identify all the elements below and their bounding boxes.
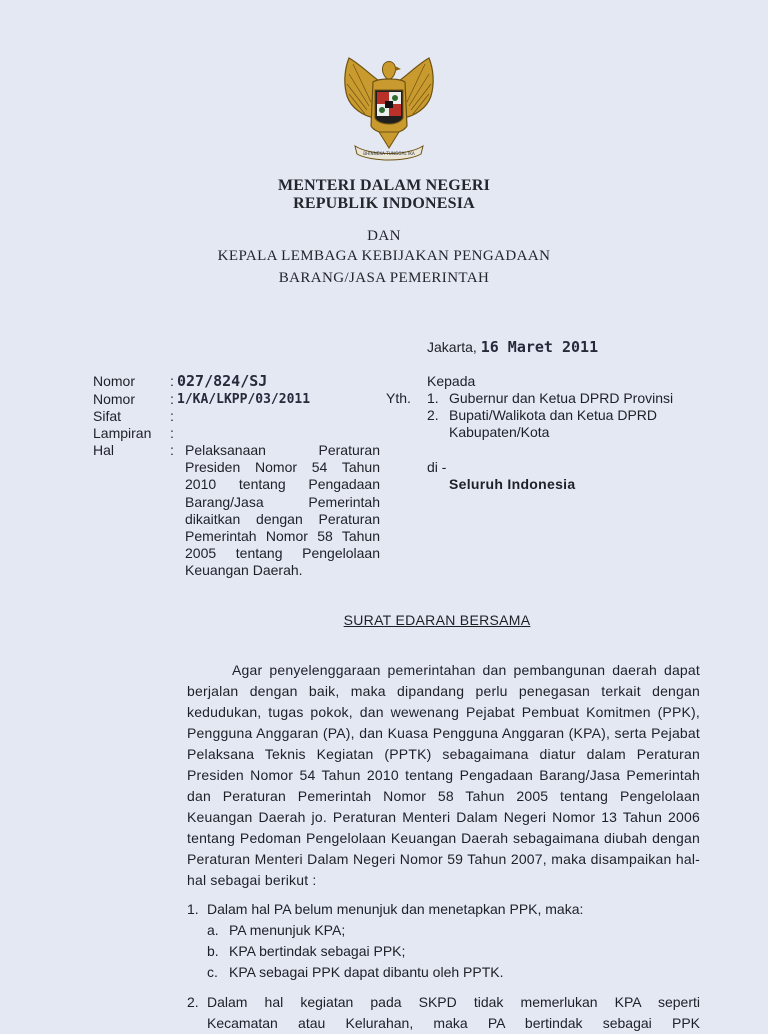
addr-di: di - xyxy=(427,459,447,475)
addr-kepada: Kepada xyxy=(427,373,476,389)
meta-colon: : xyxy=(170,373,174,389)
meta-label: Nomor xyxy=(93,391,136,407)
point-1-sub-letter: a. xyxy=(207,922,219,938)
letter-subject: SURAT EDARAN BERSAMA xyxy=(343,612,531,628)
addr-item-1-num: 1. xyxy=(427,390,439,406)
meta-label: Hal xyxy=(93,442,115,458)
date-line xyxy=(427,338,598,356)
meta-colon: : xyxy=(170,408,174,424)
hal-value: Pelaksanaan Peraturan Presiden Nomor 54 Tahun 2010 tentang Pengadaan Barang/Jasa Pemerintah dikaitkan dengan Peraturan Pemerintah Nomor 58 Tahun 2005 tentang Pengelolaan Keuangan Daerah. xyxy=(185,442,380,579)
addr-item-2-num: 2. xyxy=(427,407,439,423)
meta-label: Lampiran xyxy=(93,425,152,441)
point-2-line-2: Kecamatan atau Kelurahan, maka PA bertindak sebagai PPK xyxy=(207,1015,700,1031)
point-2-number: 2. xyxy=(187,994,199,1010)
header-conjunction: DAN xyxy=(367,228,401,244)
emblem-banner-text: BHINNEKA TUNGGAL IKA xyxy=(363,151,415,156)
header-line-3: KEPALA LEMBAGA KEBIJAKAN PENGADAAN xyxy=(217,248,551,264)
nomor-2-value: 1/KA/LKPP/03/2011 xyxy=(177,392,311,407)
intro-paragraph: Agar penyelenggaraan pemerintahan dan pembangunan daerah dapat berjalan dengan baik, maka dipandang perlu penegasan terkait dengan kedudukan, tugas pokok, dan wewenang Pejabat Pembuat Komitmen (PPK), Pengguna Anggaran (PA), dan Kuasa Pengguna Anggaran (KPA), serta Pejabat Pelaksana Teknis Kegiatan (PPTK) sebagaimana diatur dalam Peraturan Presiden Nomor 54 Tahun 2010 tentang Pengadaan Barang/Jasa Pemerintah dan Peraturan Pemerintah Nomor 58 Tahun 2005 tentang Pengelolaan Keuangan Daerah jo. Peraturan Menteri Dalam Negeri Nomor 13 Tahun 2006 tentang Pedoman Pengelolaan Keuangan Daerah sebagaimana diubah dengan Peraturan Menteri Dalam Negeri Nomor 59 Tahun 2007, maka disampaikan hal-hal sebagai berikut : xyxy=(187,662,700,888)
meta-label: Sifat xyxy=(93,408,122,424)
meta-label: Nomor xyxy=(93,373,136,389)
meta-colon: : xyxy=(170,425,174,441)
garuda-pancasila-emblem-icon xyxy=(335,52,443,164)
point-1-number: 1. xyxy=(187,901,199,917)
nomor-1-value: 027/824/SJ xyxy=(177,372,268,390)
point-1-sub-text: KPA sebagai PPK dapat dibantu oleh PPTK. xyxy=(229,964,504,980)
point-1-sub-letter: b. xyxy=(207,943,219,959)
addr-location: Seluruh Indonesia xyxy=(449,476,576,492)
point-1-text: Dalam hal PA belum menunjuk dan menetapkan PPK, maka: xyxy=(207,901,584,917)
addr-item-1: Gubernur dan Ketua DPRD Provinsi xyxy=(449,390,674,406)
point-1-sub-text: KPA bertindak sebagai PPK; xyxy=(229,943,406,959)
addr-item-2-line-2: Kabupaten/Kota xyxy=(449,424,550,440)
point-1-sub-letter: c. xyxy=(207,964,218,980)
date-place: Jakarta, xyxy=(427,339,477,355)
addr-yth: Yth. xyxy=(386,390,411,406)
meta-colon: : xyxy=(170,391,174,407)
meta-colon: : xyxy=(170,442,174,458)
header-line-2: REPUBLIK INDONESIA xyxy=(293,195,475,212)
addr-item-2-line-1: Bupati/Walikota dan Ketua DPRD xyxy=(449,407,658,423)
point-2-line-1: Dalam hal kegiatan pada SKPD tidak memerlukan KPA seperti xyxy=(207,994,700,1010)
point-1-sub-text: PA menunjuk KPA; xyxy=(229,922,346,938)
header-line-1: MENTERI DALAM NEGERI xyxy=(277,177,490,194)
header-line-4: BARANG/JASA PEMERINTAH xyxy=(278,270,490,286)
date-value: 16 Maret 2011 xyxy=(480,338,599,356)
